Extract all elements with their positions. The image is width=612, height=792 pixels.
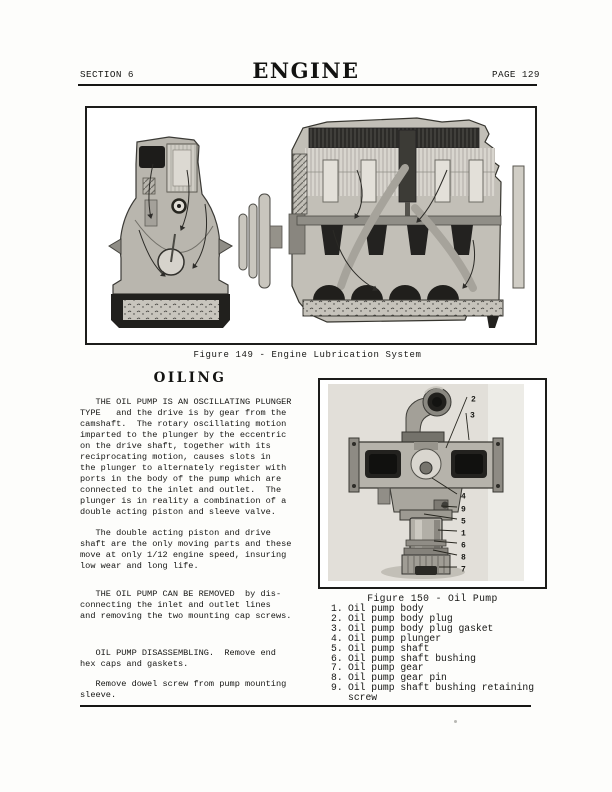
text-line: plunger is in reality a combination of a	[80, 496, 287, 506]
footer-rule	[80, 705, 531, 707]
text-line: camshaft. The rotary oscillating motion	[80, 419, 287, 429]
text-line: sleeve.	[80, 690, 117, 700]
text-line: THE OIL PUMP IS AN OSCILLATING PLUNGER	[80, 397, 292, 407]
header-page-number: PAGE 129	[492, 69, 540, 80]
item-number: 6.	[331, 652, 343, 664]
engine-lubrication-illustration	[87, 108, 535, 343]
text-line: reciprocating motion, causes slots in	[80, 452, 271, 462]
paragraph	[80, 648, 300, 670]
header-rule	[78, 84, 537, 86]
item-number: 4.	[331, 632, 343, 644]
text-line: move at only 1/12 engine speed, insuring	[80, 550, 287, 560]
scan-speck	[454, 720, 457, 723]
svg-text:3: 3	[470, 411, 475, 421]
text-line: ports in the body of the pump which are	[80, 474, 282, 484]
paragraph	[80, 397, 300, 518]
item-label: Oil pump body	[348, 603, 424, 614]
item-number: 9.	[331, 682, 343, 694]
header-section-label: SECTION 6	[80, 69, 134, 80]
text-line: Remove dowel screw from pump mounting	[80, 679, 287, 689]
svg-text:9: 9	[461, 505, 466, 515]
text-line: THE OIL PUMP CAN BE REMOVED by dis-	[80, 589, 282, 599]
figure-150-caption: Figure 150 - Oil Pump	[367, 593, 498, 604]
engine-transverse-section	[109, 137, 232, 328]
text-line: The double acting piston and drive	[80, 528, 271, 538]
item-label: Oil pump body plug	[348, 612, 453, 624]
svg-text:2: 2	[471, 395, 476, 405]
oil-pump-parts-list	[331, 604, 547, 703]
text-line: shaft are the only moving parts and these	[80, 539, 292, 549]
text-line: the plunger to alternately register with	[80, 463, 287, 473]
text-line: connecting the inlet and outlet lines	[80, 600, 271, 610]
svg-text:5: 5	[461, 517, 466, 527]
body-text-column	[80, 370, 300, 701]
oil-pump-illustration	[320, 380, 545, 587]
item-number: 2.	[331, 612, 343, 624]
paragraph	[80, 679, 300, 701]
item-label: Oil pump body plug gasket	[348, 622, 494, 634]
text-line: and removing the two mounting cap screws.	[80, 611, 292, 621]
text-line: OIL PUMP DISASSEMBLING. Remove end	[80, 648, 276, 658]
text-line: imparted to the plunger by the eccentric	[80, 430, 287, 440]
page-title: ENGINE	[252, 58, 360, 83]
figure-149-caption: Figure 149 - Engine Lubrication System	[193, 350, 422, 360]
paragraph	[80, 589, 300, 622]
item-label: Oil pump gear pin	[348, 672, 447, 684]
svg-text:1: 1	[461, 529, 466, 539]
item-label: Oil pump gear	[348, 662, 424, 674]
item-number: 7.	[331, 662, 343, 674]
item-number: 8.	[331, 672, 343, 684]
engine-longitudinal-section	[239, 118, 524, 328]
figure-149-lubrication-diagram	[85, 106, 537, 345]
text-line: hex caps and gaskets.	[80, 659, 189, 669]
item-number: 1.	[331, 603, 343, 614]
text-line: low wear and long life.	[80, 561, 199, 571]
item-number: 5.	[331, 642, 343, 654]
svg-text:7: 7	[461, 565, 466, 575]
list-item	[331, 683, 547, 703]
item-label: Oil pump shaft	[348, 642, 430, 654]
text-line: on the drive shaft, together with its	[80, 441, 271, 451]
svg-text:6: 6	[461, 541, 466, 551]
item-label: Oil pump shaft bushing	[348, 652, 476, 664]
svg-text:4: 4	[461, 492, 466, 502]
paragraph	[80, 528, 300, 572]
item-number: 3.	[331, 622, 343, 634]
text-line: TYPE and the drive is by gear from the	[80, 408, 287, 418]
svg-text:8: 8	[461, 553, 466, 563]
figure-150-oil-pump-photo	[318, 378, 547, 589]
item-label: Oil pump shaft bushing retaining screw	[348, 682, 535, 704]
section-heading-oiling: OILING	[153, 370, 227, 386]
text-line: connected to the inlet and outlet. The	[80, 485, 282, 495]
item-label: Oil pump plunger	[348, 632, 442, 644]
text-line: double acting piston and sleeve valve.	[80, 507, 276, 517]
